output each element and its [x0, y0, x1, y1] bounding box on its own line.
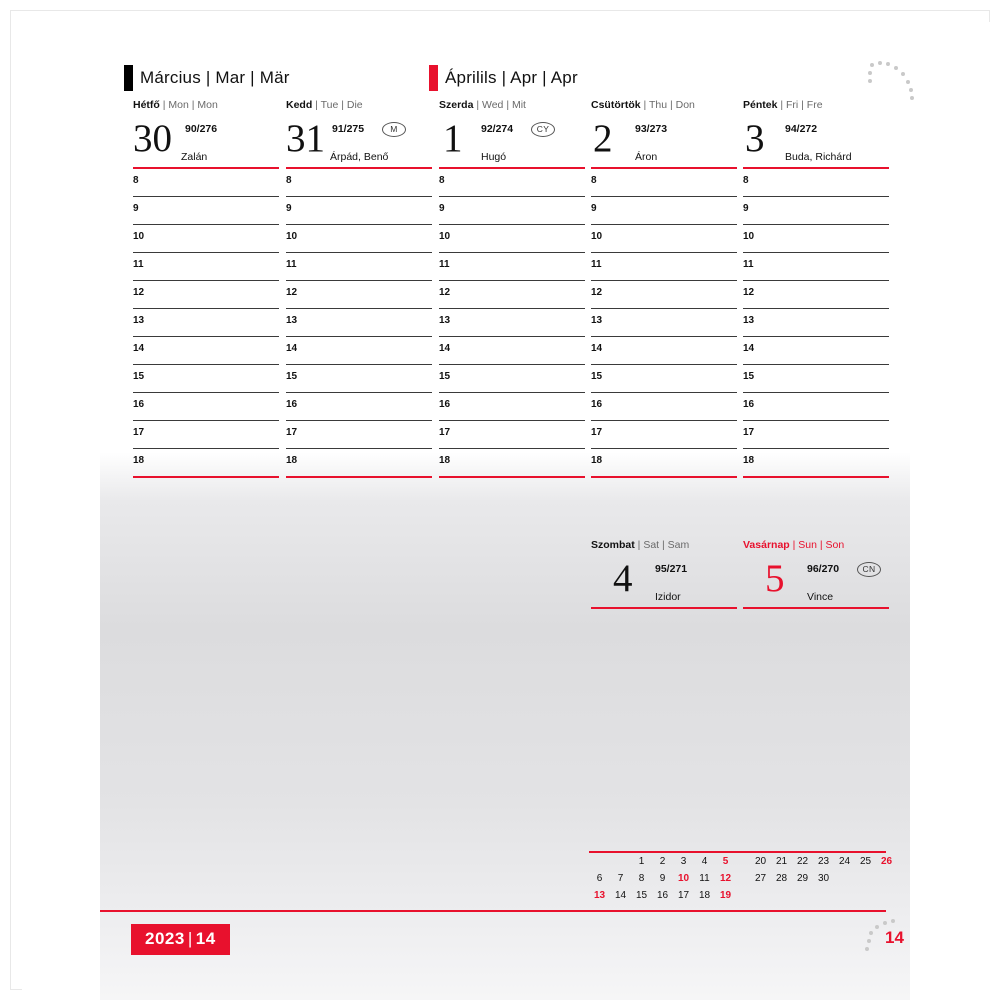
hour-label: 13 [286, 315, 298, 326]
mini-calendar-grid [589, 853, 893, 904]
hour-row[interactable] [133, 421, 279, 449]
hour-label: 13 [439, 315, 451, 326]
badge-separator: | [187, 929, 193, 948]
mini-day [855, 870, 876, 887]
hour-row[interactable] [591, 281, 737, 309]
month-header-marcius [124, 65, 290, 91]
hour-row[interactable] [743, 197, 889, 225]
footer-divider [100, 910, 886, 912]
day-name-saturday [591, 539, 737, 551]
month-title-aprilis: Áprilils | Apr | Apr [445, 68, 578, 87]
mini-day [855, 887, 876, 904]
hour-label: 13 [133, 315, 145, 326]
mini-day[interactable]: 17 [677, 890, 690, 901]
mini-day[interactable]: 2 [659, 856, 666, 867]
hour-label: 18 [743, 455, 755, 466]
month-bar-icon [124, 65, 133, 91]
mini-day[interactable]: 8 [638, 873, 645, 884]
hour-row[interactable] [286, 365, 432, 393]
mini-calendar-block-left [589, 853, 736, 904]
hour-row[interactable] [286, 421, 432, 449]
hour-label: 17 [743, 427, 755, 438]
hour-list-thursday [591, 169, 737, 478]
hour-row[interactable] [743, 253, 889, 281]
hour-label: 9 [591, 203, 597, 214]
hour-row[interactable] [439, 197, 585, 225]
mini-day[interactable]: 25 [859, 856, 872, 867]
day-week-index: 93/273 [635, 123, 668, 135]
day-week-index: 94/272 [785, 123, 818, 135]
hour-row[interactable] [439, 393, 585, 421]
hour-row[interactable] [743, 421, 889, 449]
mini-day[interactable]: 21 [775, 856, 788, 867]
mini-day[interactable]: 23 [817, 856, 830, 867]
hour-row[interactable] [591, 169, 737, 197]
day-number: 2 [593, 117, 613, 160]
hour-label: 15 [133, 371, 145, 382]
day-name-translations: | Wed | Mit [473, 99, 526, 111]
hour-label: 13 [591, 315, 603, 326]
hour-row[interactable] [286, 169, 432, 197]
hour-row[interactable] [591, 393, 737, 421]
hour-label: 14 [743, 343, 755, 354]
hour-row[interactable] [743, 337, 889, 365]
day-name-translations: | Sat | Sam [634, 539, 690, 551]
mini-day[interactable]: 12 [719, 873, 732, 884]
hour-label: 17 [133, 427, 145, 438]
hour-label: 8 [286, 175, 292, 186]
hour-row[interactable] [133, 253, 279, 281]
mini-calendar [589, 851, 893, 904]
week-number-label: 14 [195, 929, 216, 948]
year-week-badge [131, 924, 230, 955]
day-header-saturday [591, 557, 737, 607]
day-week-index: 95/271 [655, 563, 688, 575]
hour-label: 18 [286, 455, 298, 466]
hour-label: 17 [286, 427, 298, 438]
hour-label: 16 [743, 399, 755, 410]
hour-label: 8 [743, 175, 749, 186]
mini-day[interactable]: 28 [775, 873, 788, 884]
hour-row[interactable] [133, 337, 279, 365]
hour-row[interactable] [591, 253, 737, 281]
mini-day [834, 870, 855, 887]
day-name-local: Csütörtök [591, 99, 641, 111]
moon-phase-icon: M [382, 122, 406, 137]
day-name-wednesday [439, 99, 585, 111]
day-number: 30 [133, 117, 172, 160]
mini-day [876, 887, 897, 904]
day-name-translations: | Fri | Fre [777, 99, 823, 111]
hour-label: 9 [133, 203, 139, 214]
mini-day [876, 870, 897, 887]
year-label: 2023 [145, 929, 185, 948]
day-name-translations: | Sun | Son [789, 539, 845, 551]
hour-label: 15 [591, 371, 603, 382]
mini-day[interactable]: 20 [754, 856, 767, 867]
month-bar-icon [429, 65, 438, 91]
mini-day[interactable]: 18 [698, 890, 711, 901]
hour-label: 12 [743, 287, 755, 298]
hour-row[interactable] [439, 169, 585, 197]
day-number: 4 [613, 557, 633, 600]
hour-row[interactable] [743, 393, 889, 421]
hour-list-monday [133, 169, 279, 478]
hour-row[interactable] [133, 169, 279, 197]
mini-day[interactable]: 10 [677, 873, 690, 884]
day-name-translations: | Mon | Mon [159, 99, 218, 111]
hour-label: 18 [439, 455, 451, 466]
hour-label: 11 [286, 259, 297, 270]
hour-row[interactable] [286, 281, 432, 309]
hour-row[interactable] [286, 449, 432, 478]
hour-row[interactable] [133, 197, 279, 225]
day-name-monday [133, 99, 279, 111]
hour-label: 12 [439, 287, 451, 298]
day-name-local: Kedd [286, 99, 313, 111]
day-divider [743, 607, 889, 609]
mini-day[interactable]: 30 [817, 873, 830, 884]
hour-label: 17 [439, 427, 451, 438]
hour-row[interactable] [133, 393, 279, 421]
moon-phase-icon: CY [531, 122, 555, 137]
month-title-marcius: Március | Mar | Mär [140, 68, 290, 87]
day-name-local: Szombat [591, 539, 635, 551]
left-margin [22, 22, 100, 1000]
day-nameday: Buda, Richárd [785, 151, 852, 163]
hour-label: 11 [133, 259, 144, 270]
hour-label: 11 [439, 259, 450, 270]
hour-list-friday [743, 169, 889, 478]
day-header-tuesday [286, 117, 432, 167]
mini-day[interactable]: 6 [596, 873, 603, 884]
hour-label: 8 [591, 175, 597, 186]
month-header-aprilis [429, 65, 578, 91]
hour-label: 12 [591, 287, 603, 298]
mini-day[interactable]: 13 [593, 890, 606, 901]
hour-list-wednesday [439, 169, 585, 478]
day-name-local: Péntek [743, 99, 778, 111]
hour-row[interactable] [286, 309, 432, 337]
hour-label: 15 [286, 371, 298, 382]
hour-label: 9 [743, 203, 749, 214]
day-header-wednesday [439, 117, 585, 167]
hour-label: 18 [591, 455, 603, 466]
hour-label: 12 [286, 287, 298, 298]
hour-label: 10 [591, 231, 603, 242]
hour-row[interactable] [591, 449, 737, 478]
day-nameday: Izidor [655, 591, 681, 603]
hour-label: 10 [133, 231, 145, 242]
mini-day[interactable]: 1 [638, 856, 645, 867]
right-margin [910, 22, 1000, 1000]
hour-row[interactable] [439, 365, 585, 393]
mini-day [610, 853, 631, 870]
hour-row[interactable] [439, 225, 585, 253]
day-name-local: Vasárnap [743, 539, 790, 551]
hour-row[interactable] [439, 309, 585, 337]
hour-label: 18 [133, 455, 145, 466]
mini-day[interactable]: 19 [719, 890, 732, 901]
hour-row[interactable] [286, 337, 432, 365]
hour-label: 9 [439, 203, 445, 214]
day-column-wednesday [439, 99, 585, 478]
day-divider [591, 607, 737, 609]
hour-row[interactable] [133, 225, 279, 253]
hour-label: 14 [133, 343, 145, 354]
day-name-translations: | Thu | Don [640, 99, 695, 111]
hour-row[interactable] [286, 225, 432, 253]
hour-row[interactable] [591, 337, 737, 365]
moon-phase-icon: CN [857, 562, 881, 577]
day-nameday: Áron [635, 151, 658, 163]
day-column-friday [743, 99, 889, 478]
day-name-friday [743, 99, 889, 111]
mini-day[interactable]: 7 [617, 873, 624, 884]
day-number: 31 [286, 117, 325, 160]
hour-row[interactable] [743, 169, 889, 197]
hour-label: 10 [286, 231, 298, 242]
mini-day[interactable]: 11 [699, 873, 710, 884]
hour-label: 13 [743, 315, 755, 326]
hour-label: 11 [743, 259, 754, 270]
hour-label: 15 [439, 371, 451, 382]
hour-row[interactable] [133, 309, 279, 337]
hour-label: 16 [439, 399, 451, 410]
hour-row[interactable] [743, 365, 889, 393]
hour-label: 10 [439, 231, 451, 242]
hour-label: 9 [286, 203, 292, 214]
day-header-monday [133, 117, 279, 167]
hour-label: 8 [133, 175, 139, 186]
day-column-tuesday [286, 99, 432, 478]
day-column-monday [133, 99, 279, 478]
mini-day[interactable]: 15 [635, 890, 648, 901]
page-number: 14 [885, 928, 904, 947]
day-column-sunday [743, 539, 889, 609]
hour-row[interactable] [133, 449, 279, 478]
day-number: 5 [765, 557, 785, 600]
hour-label: 10 [743, 231, 755, 242]
day-name-tuesday [286, 99, 432, 111]
day-week-index: 96/270 [807, 563, 840, 575]
mini-day[interactable]: 27 [754, 873, 767, 884]
day-name-sunday [743, 539, 889, 551]
mini-day[interactable]: 5 [722, 856, 729, 867]
mini-day[interactable]: 4 [701, 856, 708, 867]
mini-day [834, 887, 855, 904]
hour-label: 15 [743, 371, 755, 382]
hour-label: 11 [591, 259, 602, 270]
day-nameday: Vince [807, 591, 834, 603]
day-header-friday [743, 117, 889, 167]
hour-row[interactable] [286, 393, 432, 421]
hour-label: 14 [591, 343, 603, 354]
hour-row[interactable] [439, 281, 585, 309]
page-sheet [10, 10, 990, 990]
mini-day [589, 853, 610, 870]
mini-day[interactable]: 26 [880, 856, 893, 867]
hour-row[interactable] [743, 281, 889, 309]
hour-row[interactable] [439, 421, 585, 449]
hour-label: 8 [439, 175, 445, 186]
hour-row[interactable] [591, 197, 737, 225]
hour-row[interactable] [591, 225, 737, 253]
hour-row[interactable] [439, 449, 585, 478]
day-number: 3 [745, 117, 765, 160]
hour-label: 16 [286, 399, 298, 410]
hour-row[interactable] [743, 449, 889, 478]
day-nameday: Zalán [181, 151, 208, 163]
mini-day[interactable]: 29 [796, 873, 809, 884]
mini-day [750, 887, 771, 904]
hour-label: 16 [591, 399, 603, 410]
hour-list-tuesday [286, 169, 432, 478]
mini-calendar-block-right [750, 853, 897, 904]
day-name-translations: | Tue | Die [312, 99, 363, 111]
hour-row[interactable] [439, 253, 585, 281]
hour-row[interactable] [591, 309, 737, 337]
day-name-local: Hétfő [133, 99, 160, 111]
hour-row[interactable] [133, 365, 279, 393]
hour-row[interactable] [133, 281, 279, 309]
day-column-saturday [591, 539, 737, 609]
day-header-thursday [591, 117, 737, 167]
day-nameday: Árpád, Benő [330, 151, 389, 163]
day-week-index: 90/276 [185, 123, 218, 135]
mini-day[interactable]: 24 [838, 856, 851, 867]
hour-row[interactable] [591, 421, 737, 449]
day-header-sunday [743, 557, 889, 607]
mini-day [813, 887, 834, 904]
day-column-thursday [591, 99, 737, 478]
mini-day [792, 887, 813, 904]
day-nameday: Hugó [481, 151, 507, 163]
mini-day[interactable]: 16 [656, 890, 669, 901]
hour-label: 16 [133, 399, 145, 410]
day-name-local: Szerda [439, 99, 474, 111]
day-name-thursday [591, 99, 737, 111]
mini-day[interactable]: 3 [680, 856, 687, 867]
day-number: 1 [443, 117, 463, 160]
hour-row[interactable] [286, 197, 432, 225]
hour-row[interactable] [286, 253, 432, 281]
hour-row[interactable] [743, 225, 889, 253]
hour-label: 17 [591, 427, 603, 438]
hour-row[interactable] [439, 337, 585, 365]
mini-day[interactable]: 14 [614, 890, 627, 901]
hour-label: 14 [439, 343, 451, 354]
hour-label: 14 [286, 343, 298, 354]
day-week-index: 91/275 [332, 123, 365, 135]
hour-row[interactable] [743, 309, 889, 337]
mini-day[interactable]: 9 [659, 873, 666, 884]
mini-day [771, 887, 792, 904]
mini-day[interactable]: 22 [796, 856, 809, 867]
hour-label: 12 [133, 287, 145, 298]
hour-row[interactable] [591, 365, 737, 393]
day-week-index: 92/274 [481, 123, 514, 135]
